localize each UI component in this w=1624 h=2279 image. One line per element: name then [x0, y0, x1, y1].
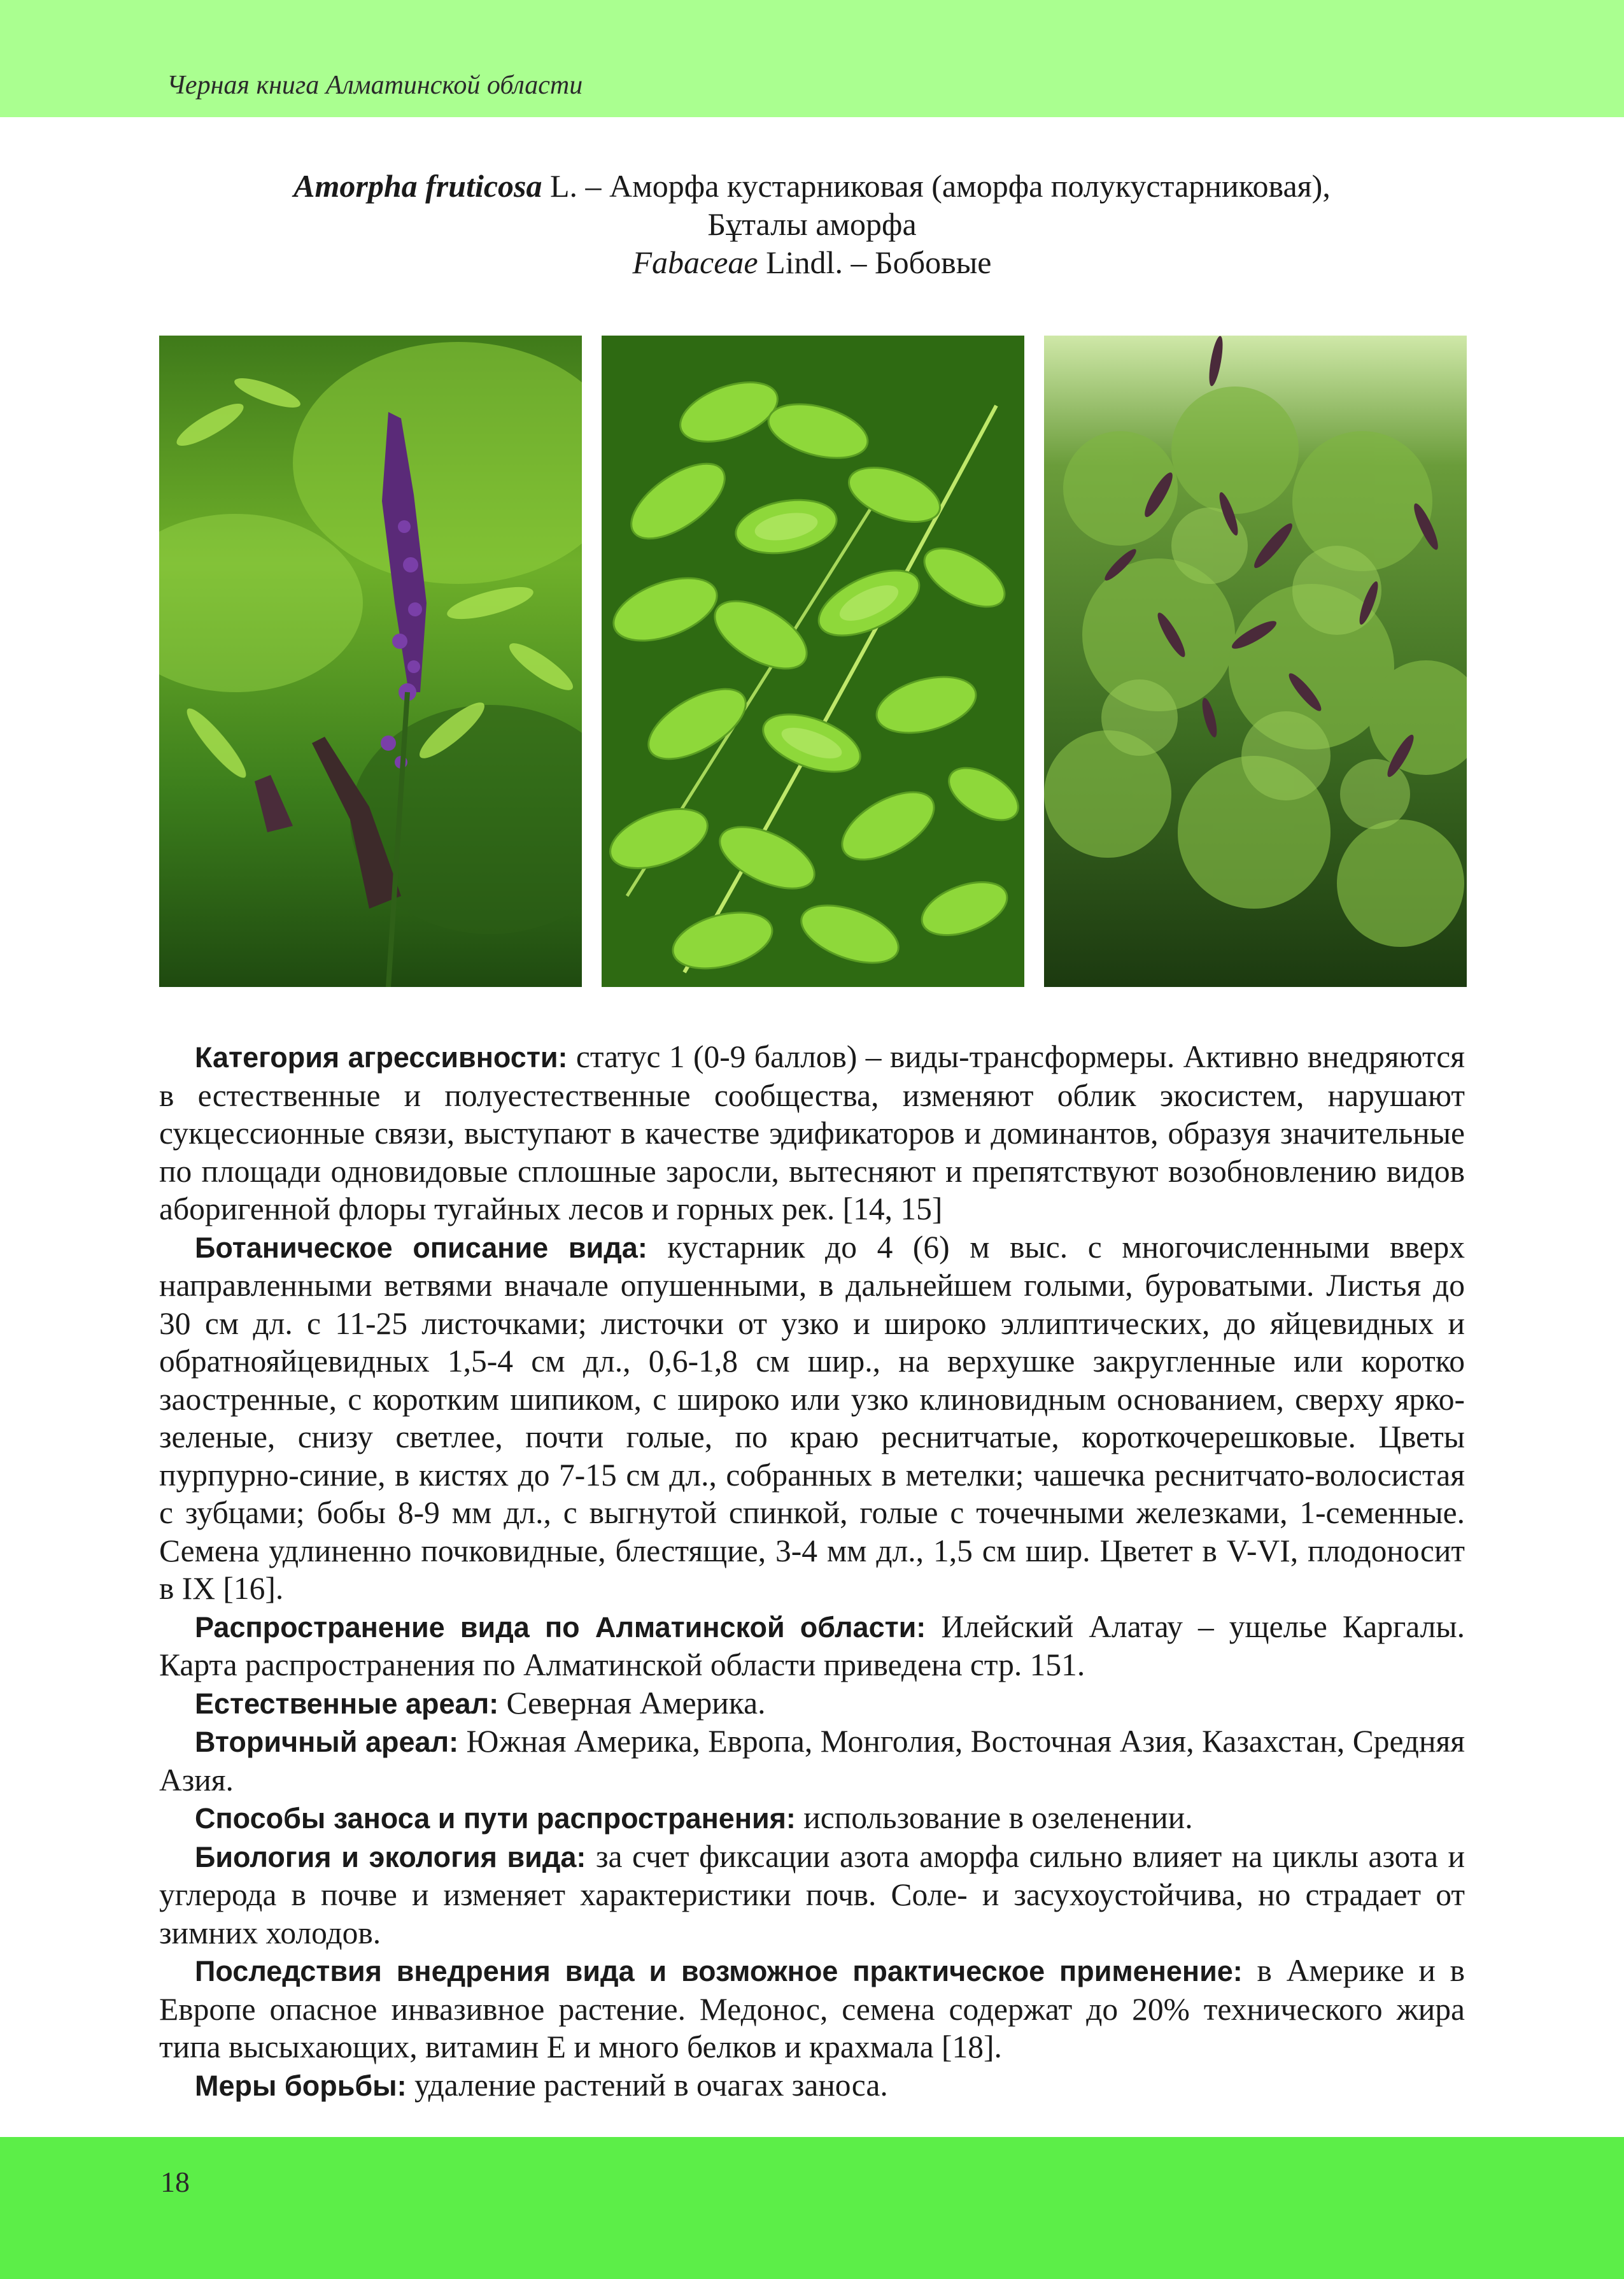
photo-leaves	[602, 336, 1024, 987]
photo-flower-spike	[159, 336, 582, 987]
section-botanical-description	[159, 1228, 1465, 1608]
section-control-measures	[159, 2066, 1465, 2105]
section-text: в Америке и в Европе опасное инвазивное растение. Медонос, семена содержат до 20% технического жира типа высыхающих, витамин E и много белков и крахмала [18].	[159, 1953, 1465, 2064]
family-author: Lindl.	[766, 245, 843, 280]
section-text: использование в озеленении.	[795, 1800, 1193, 1835]
section-text: кустарник до 4 (6) м выс. с многочисленными вверх направленными ветвями вначале опушенными, в дальнейшем голыми, буроватыми. Листья до 30 см дл. с 11-25 листочками; листочки от узко и широко эллиптических, до яйцевидных и обратнояйцевидных 1,5-4 см дл., 0,6-1,8 см шир., на верхушке закругленные или коротко заостренные, с коротким шипиком, с широко или узко клиновидным основанием, сверху ярко-зеленые, снизу светлее, почти голые, по краю реснитчатые, короткочерешковые. Цветы пурпурно-синие, в кистях до 7-15 см дл., собранных в метелки; чашечка реснитчато-волосистая с зубцами; бобы 8-9 мм дл., с выгнутой спинкой, голые с точечными железками, 1-семенные. Семена удлиненно почковидные, блестящие, 3-4 мм дл., 1,5 см шир. Цветет в V-VI, плодоносит в IX [16].	[159, 1229, 1465, 1606]
section-consequences-usage	[159, 1952, 1465, 2066]
section-native-range	[159, 1684, 1465, 1723]
section-label: Естественные ареал:	[195, 1687, 499, 1720]
page-number: 18	[160, 2166, 190, 2198]
species-title	[159, 167, 1465, 281]
section-biology-ecology	[159, 1838, 1465, 1952]
species-author: L.	[550, 168, 578, 204]
species-russian-name: – Аморфа кустарниковая (аморфа полукустарниковая),	[577, 168, 1331, 204]
photo-bush	[1044, 336, 1467, 987]
section-label: Биология и экология вида:	[195, 1840, 586, 1873]
section-text: Илейский Алатау – ущелье Каргалы. Карта распространения по Алматинской области приведена стр. 151.	[159, 1608, 1465, 1682]
section-label: Ботаническое описание вида:	[195, 1231, 647, 1264]
section-text: статус 1 (0-9 баллов) – виды-трансформеры. Активно внедряются в естественные и полуестественные сообщества, изменяют облик экосистем, нарушают сукцессионные связи, выступают в качестве эдификаторов и доминантов, образуя значительные по площади одновидовые сплошные заросли, вытесняют и препятствуют возобновлению видов аборигенной флоры тугайных лесов и горных рек. [14, 15]	[159, 1039, 1465, 1226]
section-label: Категория агрессивности:	[195, 1041, 568, 1074]
section-text: Северная Америка.	[498, 1685, 766, 1721]
family-latin-name: Fabaceae	[632, 245, 758, 280]
family-line	[159, 243, 1465, 281]
photo-flower-spike-image	[159, 336, 582, 987]
family-russian-name: – Бобовые	[842, 245, 992, 280]
photo-bush-image	[1044, 336, 1467, 987]
species-name-line	[159, 167, 1465, 205]
section-label: Вторичный ареал:	[195, 1726, 459, 1758]
description-text	[159, 1038, 1465, 2105]
section-text: за счет фиксации азота аморфа сильно влияет на циклы азота и углерода в почве и изменяет характеристики почв. Соле- и засухоустойчива, но страдает от зимних холодов.	[159, 1838, 1465, 1950]
section-label: Способы заноса и пути распространения:	[195, 1802, 796, 1835]
species-latin-name: Amorpha fruticosa	[293, 168, 542, 204]
footer-band	[0, 2137, 1624, 2279]
running-header-title: Черная книга Алматинской области	[167, 71, 583, 100]
species-kazakh-name: Бұталы аморфа	[707, 206, 917, 242]
section-aggressiveness	[159, 1038, 1465, 1228]
section-secondary-range	[159, 1722, 1465, 1799]
photo-leaves-image	[602, 336, 1024, 987]
section-text: Южная Америка, Европа, Монголия, Восточная Азия, Казахстан, Средняя Азия.	[159, 1724, 1465, 1798]
section-distribution	[159, 1608, 1465, 1684]
section-label: Распространение вида по Алматинской области:	[195, 1610, 926, 1644]
section-introduction-pathways	[159, 1799, 1465, 1838]
section-label: Последствия внедрения вида и возможное практическое применение:	[195, 1955, 1243, 1987]
section-label: Меры борьбы:	[195, 2069, 407, 2102]
section-text: удаление растений в очагах заноса.	[406, 2067, 888, 2103]
